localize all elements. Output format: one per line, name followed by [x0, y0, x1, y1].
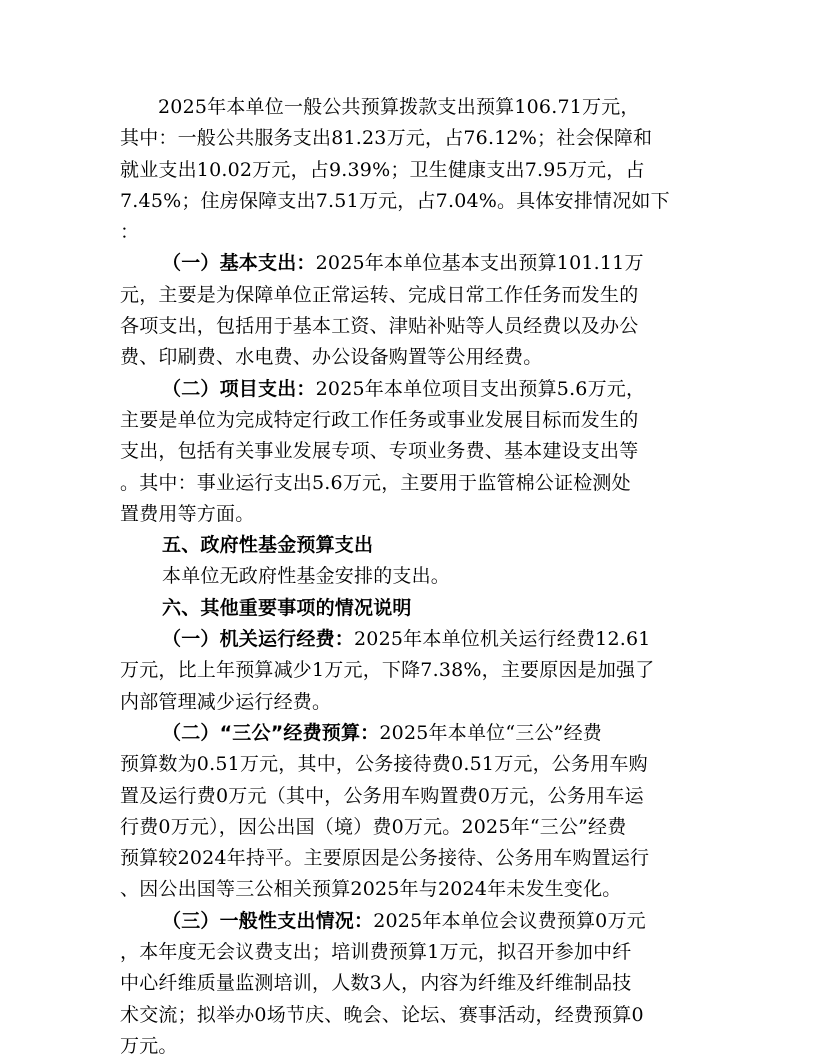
paragraph-line: 元，主要是为保障单位正常运转、完成日常工作任务而发生的: [120, 283, 639, 306]
paragraph-line: 2025年本单位一般公共预算拨款支出预算106.71万元，: [158, 96, 640, 118]
paragraph-line: 内部管理减少运行经费。: [120, 690, 332, 713]
paragraph-line: 支出，包括有关事业发展专项、专项业务费、基本建设支出等: [120, 440, 639, 463]
paragraph-line: 置及运行费0万元（其中，公务用车购置费0万元，公务用车运: [120, 784, 644, 807]
paragraph-line: 费、印刷费、水电费、办公设备购置等公用经费。: [120, 346, 543, 369]
paragraph-line: 各项支出，包括用于基本工资、津贴补贴等人员经费以及办公: [120, 315, 639, 338]
chapter-heading-fund-budget: 五、政府性基金预算支出: [162, 534, 374, 557]
paragraph-line: 本单位无政府性基金安排的支出。: [162, 565, 451, 588]
section-three-public-funds: [120, 718, 700, 749]
paragraph-text: 2025年本单位“三公”经费: [379, 721, 602, 744]
paragraph-line: 主要是单位为完成特定行政工作任务或事业发展目标而发生的: [120, 408, 639, 431]
section-project-expenditure: [120, 374, 700, 405]
paragraph-line: 万元。: [120, 1034, 178, 1057]
paragraph-text: 2025年本单位项目支出预算5.6万元，: [315, 377, 646, 400]
section-heading: （二）“三公”经费预算：: [162, 721, 380, 744]
paragraph-text: 2025年本单位基本支出预算101.11万: [315, 252, 644, 275]
paragraph-line: 行费0万元），因公出国（境）费0万元。2025年“三公”经费: [120, 815, 627, 838]
paragraph-line: 、因公出国等三公相关预算2025年与2024年未发生变化。: [120, 878, 622, 901]
paragraph-line: 万元，比上年预算减少1万元，下降7.38%，主要原因是加强了: [120, 659, 655, 682]
paragraph-line: 术交流；拟举办0场节庆、晚会、论坛、赛事活动，经费预算0: [120, 1003, 644, 1026]
paragraph-line: 其中：一般公共服务支出81.23万元，占76.12%；社会保障和: [120, 127, 653, 150]
section-basic-expenditure: [120, 248, 700, 279]
paragraph-line: 7.45%；住房保障支出7.51万元，占7.04%。具体安排情况如下: [120, 189, 670, 212]
section-heading: （一）基本支出：: [162, 252, 316, 275]
paragraph-text: 2025年本单位会议费预算0万元: [373, 909, 646, 932]
section-heading: （一）机关运行经费：: [162, 628, 355, 651]
paragraph-line: 中心纤维质量监测培训，人数3人，内容为纤维及纤维制品技: [120, 972, 632, 995]
section-heading: （二）项目支出：: [162, 377, 316, 400]
paragraph-line: 置费用等方面。: [120, 502, 255, 525]
paragraph-line: 预算较2024年持平。主要原因是公务接待、公务用车购置运行: [120, 847, 650, 870]
paragraph-line: 。其中：事业运行支出5.6万元，主要用于监管棉公证检测处: [120, 471, 631, 494]
section-general-expenditure: [120, 906, 700, 937]
paragraph-text: 2025年本单位机关运行经费12.61: [354, 628, 651, 651]
section-operating-funds: [120, 624, 700, 655]
section-heading: （三）一般性支出情况：: [162, 909, 374, 932]
paragraph-line: ：: [120, 221, 140, 244]
paragraph-line: 预算数为0.51万元，其中，公务接待费0.51万元，公务用车购: [120, 753, 648, 776]
chapter-heading-other-matters: 六、其他重要事项的情况说明: [162, 596, 412, 619]
paragraph-line: ，本年度无会议费支出；培训费预算1万元，拟召开参加中纤: [120, 941, 632, 964]
document-body: [120, 92, 700, 1062]
paragraph-line: 就业支出10.02万元，占9.39%；卫生健康支出7.95万元，占: [120, 158, 645, 181]
